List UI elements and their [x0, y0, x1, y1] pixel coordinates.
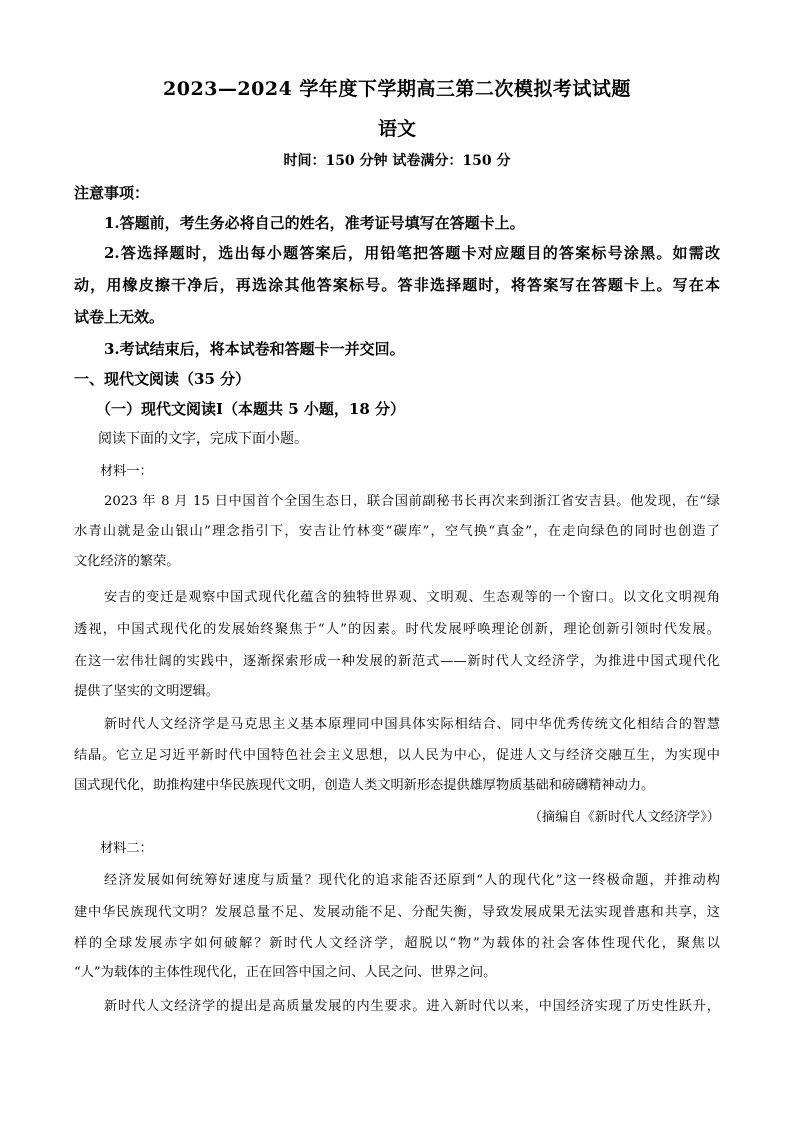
material-2-paragraph-2-line-1: 新时代人文经济学的提出是高质量发展的内生要求。进入新时代以来，中国经济实现了历史性跃升，	[104, 999, 720, 1014]
reading-instruction: 阅读下面的文字，完成下面小题。	[98, 431, 308, 447]
note-item-1: 1.答题前，考生务必将自己的姓名，准考证号填写在答题卡上。	[104, 214, 525, 232]
material-1-paragraph-1-line-3: 文化经济的繁荣。	[74, 554, 180, 569]
material-1-label: 材料一：	[100, 464, 153, 479]
material-1-paragraph-2-line-2: 透视，中国式现代化的发展始终聚焦于“人”的因素。时代发展呼唤理论创新，理论创新引领时代发展。	[74, 622, 720, 637]
material-2-paragraph-1-line-2: 建中华民族现代文明？发展总量不足、发展动能不足、分配失衡，导致发展成果无法实现普惠和共享，这	[74, 905, 720, 920]
material-1-paragraph-2-line-1: 安吉的变迁是观察中国式现代化蕴含的独特世界观、文明观、生态观等的一个窗口。以文化文明视角	[104, 590, 720, 605]
material-1-paragraph-2-line-4: 提供了坚实的文明逻辑。	[74, 684, 220, 699]
material-1-paragraph-1-line-2: 水青山就是金山银山”理念指引下，安吉让竹林变“碳库”，空气换“真金”，在走向绿色的同时也创造了	[74, 524, 720, 539]
material-2-paragraph-1-line-3: 样的全球发展赤字如何破解？新时代人文经济学，超脱以“物”为载体的社会客体性现代化，聚焦以	[74, 936, 720, 951]
exam-meta: 时间：150 分钟 试卷满分：150 分	[283, 153, 511, 169]
subsection-heading: （一）现代文阅读Ⅰ（本题共 5 小题，18 分）	[96, 400, 405, 418]
subject-title: 语文	[377, 118, 416, 140]
note-item-2-line-3: 试卷上无效。	[74, 308, 165, 326]
note-item-3: 3.考试结束后，将本试卷和答题卡一并交回。	[104, 340, 405, 358]
section-heading: 一、现代文阅读（35 分）	[74, 370, 251, 388]
material-1-paragraph-3-line-2: 结晶。它立足习近平新时代中国特色社会主义思想，以人民为中心，促进人文与经济交融互生，为实现中	[74, 748, 720, 763]
material-1-paragraph-1-line-1: 2023 年 8 月 15 日中国首个全国生态日，联合国前副秘书长再次来到浙江省安吉县。他发现，在“绿	[104, 494, 720, 509]
material-2-paragraph-1-line-1: 经济发展如何统筹好速度与质量？现代化的追求能否还原到“人的现代化”这一终极命题，并推动构	[104, 873, 720, 888]
note-item-2-line-2: 动，用橡皮擦干净后，再选涂其他答案标号。答非选择题时，将答案写在答题卡上。写在本	[74, 276, 720, 294]
note-item-2-line-1: 2.答选择题时，选出每小题答案后，用铅笔把答题卡对应题目的答案标号涂黑。如需改	[104, 244, 720, 262]
material-2-paragraph-1-line-4: “人”为载体的主体性现代化，正在回答中国之问、人民之问、世界之问。	[74, 965, 497, 980]
material-2-label: 材料二：	[100, 841, 153, 856]
exam-title: 2023—2024 学年度下学期高三第二次模拟考试试题	[163, 78, 631, 100]
material-1-paragraph-3-line-3: 国式现代化，助推构建中华民族现代文明，创造人类文明新形态提供雄厚物质基础和磅礴精神动力。	[74, 778, 655, 793]
material-1-paragraph-3-line-1: 新时代人文经济学是马克思主义基本原理同中国具体实际相结合、同中华优秀传统文化相结合的智慧	[104, 717, 720, 732]
material-1-source: （摘编自《新时代人文经济学》）	[528, 810, 720, 825]
material-1-paragraph-2-line-3: 在这一宏伟壮阔的实践中，逐渐探索形成一种发展的新范式——新时代人文经济学，为推进中国式现代化	[74, 654, 720, 669]
notes-heading: 注意事项：	[74, 184, 150, 202]
